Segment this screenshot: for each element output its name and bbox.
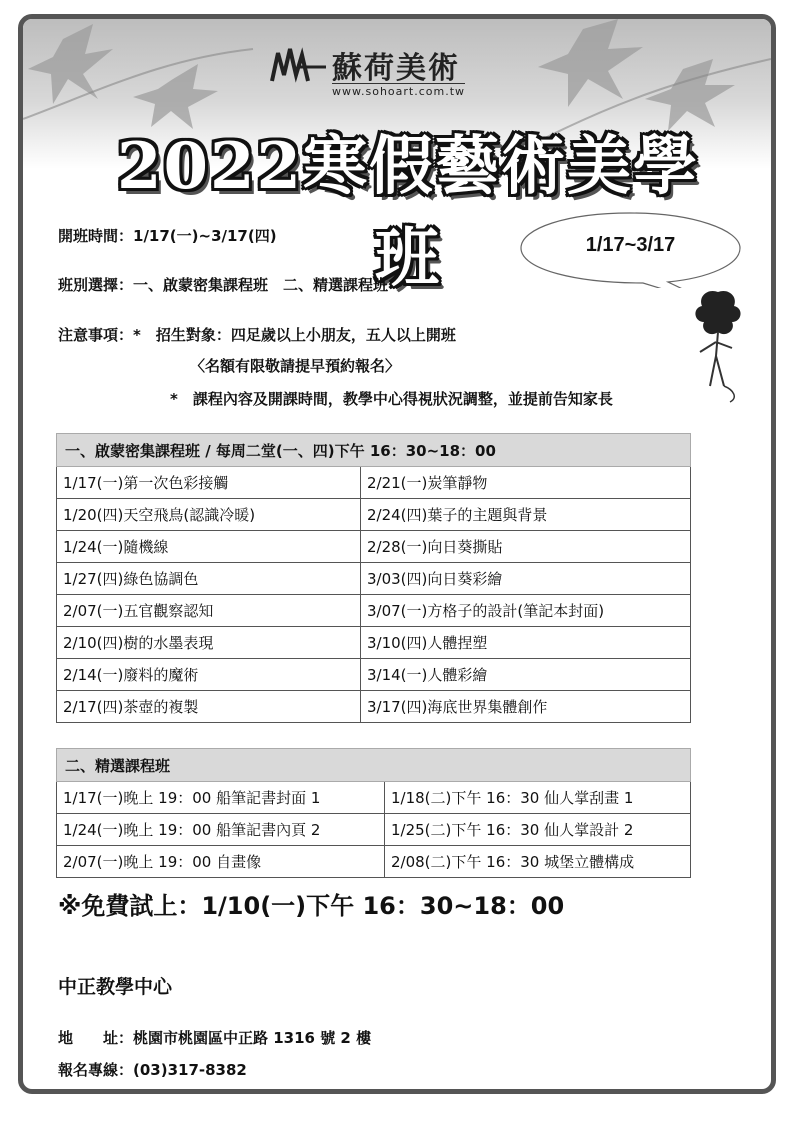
center-name: 中正教學中心 (58, 976, 173, 998)
table-cell: 3/17(四)海底世界集體創作 (361, 691, 691, 723)
table-cell: 2/24(四)葉子的主題與背景 (361, 499, 691, 531)
soho-logo-mark-icon (268, 45, 328, 85)
brand-url: www.sohoart.com.tw (332, 85, 466, 98)
brand-logo (268, 41, 538, 103)
table-cell: 3/14(一)人體彩繪 (361, 659, 691, 691)
center-phone: 報名專線：(03)317-8382 (58, 1061, 247, 1079)
center-address: 地 址：桃園市桃園區中正路 1316 號 2 樓 (58, 1029, 372, 1047)
table-row (57, 782, 691, 814)
table-cell: 3/10(四)人體捏塑 (361, 627, 691, 659)
table-cell: 2/07(一)五官觀察認知 (57, 595, 361, 627)
info-notice-2: 〈名額有限敬請提早預約報名〉 (190, 357, 401, 375)
table-row (57, 846, 691, 878)
table-cell: 1/24(一)隨機線 (57, 531, 361, 563)
table-cell: 3/07(一)方格子的設計(筆記本封面) (361, 595, 691, 627)
table-cell: 2/10(四)樹的水墨表現 (57, 627, 361, 659)
table-cell: 1/17(一)第一次色彩接觸 (57, 467, 361, 499)
intensive-course-header: 一、啟蒙密集課程班 / 每周二堂(一、四)下午 16：30~18：00 (57, 434, 691, 467)
table-row (57, 467, 691, 499)
info-notice-3: * 課程內容及開課時間，教學中心得視狀況調整，並提前告知家長 (170, 390, 613, 408)
info-classes: 班別選擇：一、啟蒙密集課程班 二、精選課程班 (58, 276, 389, 294)
table-cell: 2/17(四)茶壺的複製 (57, 691, 361, 723)
info-period: 開班時間：1/17(一)~3/17(四) (58, 227, 277, 245)
table-cell: 1/20(四)天空飛鳥(認識冷暖) (57, 499, 361, 531)
brand-name: 蘇荷美術 (332, 51, 460, 86)
selected-course-table (56, 748, 691, 878)
table-cell: 2/08(二)下午 16：30 城堡立體構成 (385, 846, 691, 878)
table-cell: 1/17(一)晚上 19：00 船筆記書封面 1 (57, 782, 385, 814)
flyer-title: 2022寒假藝術美學班 (116, 129, 700, 296)
table-row (57, 627, 691, 659)
table-row (57, 531, 691, 563)
table-row (57, 595, 691, 627)
table-cell: 2/07(一)晚上 19：00 自畫像 (57, 846, 385, 878)
table-cell: 2/21(一)炭筆靜物 (361, 467, 691, 499)
info-notice-1: 注意事項：* 招生對象：四足歲以上小朋友，五人以上開班 (58, 326, 456, 344)
table-cell: 2/28(一)向日葵撕貼 (361, 531, 691, 563)
intensive-course-table (56, 433, 691, 723)
table-cell: 1/18(二)下午 16：30 仙人掌刮畫 1 (385, 782, 691, 814)
table-row (57, 814, 691, 846)
table-row (57, 499, 691, 531)
table-cell: 2/14(一)廢料的魔術 (57, 659, 361, 691)
table-cell: 1/24(一)晚上 19：00 船筆記書內頁 2 (57, 814, 385, 846)
table-row (57, 691, 691, 723)
table-row (57, 563, 691, 595)
free-trial-notice: ※免費試上：1/10(一)下午 16：30~18：00 (58, 892, 565, 920)
cartoon-figure-icon (688, 286, 748, 406)
table-row (57, 659, 691, 691)
table-cell: 1/27(四)綠色協調色 (57, 563, 361, 595)
selected-course-header: 二、精選課程班 (57, 749, 691, 782)
table-cell: 3/03(四)向日葵彩繪 (361, 563, 691, 595)
speech-bubble-text: 1/17~3/17 (585, 234, 676, 256)
table-cell: 1/25(二)下午 16：30 仙人掌設計 2 (385, 814, 691, 846)
